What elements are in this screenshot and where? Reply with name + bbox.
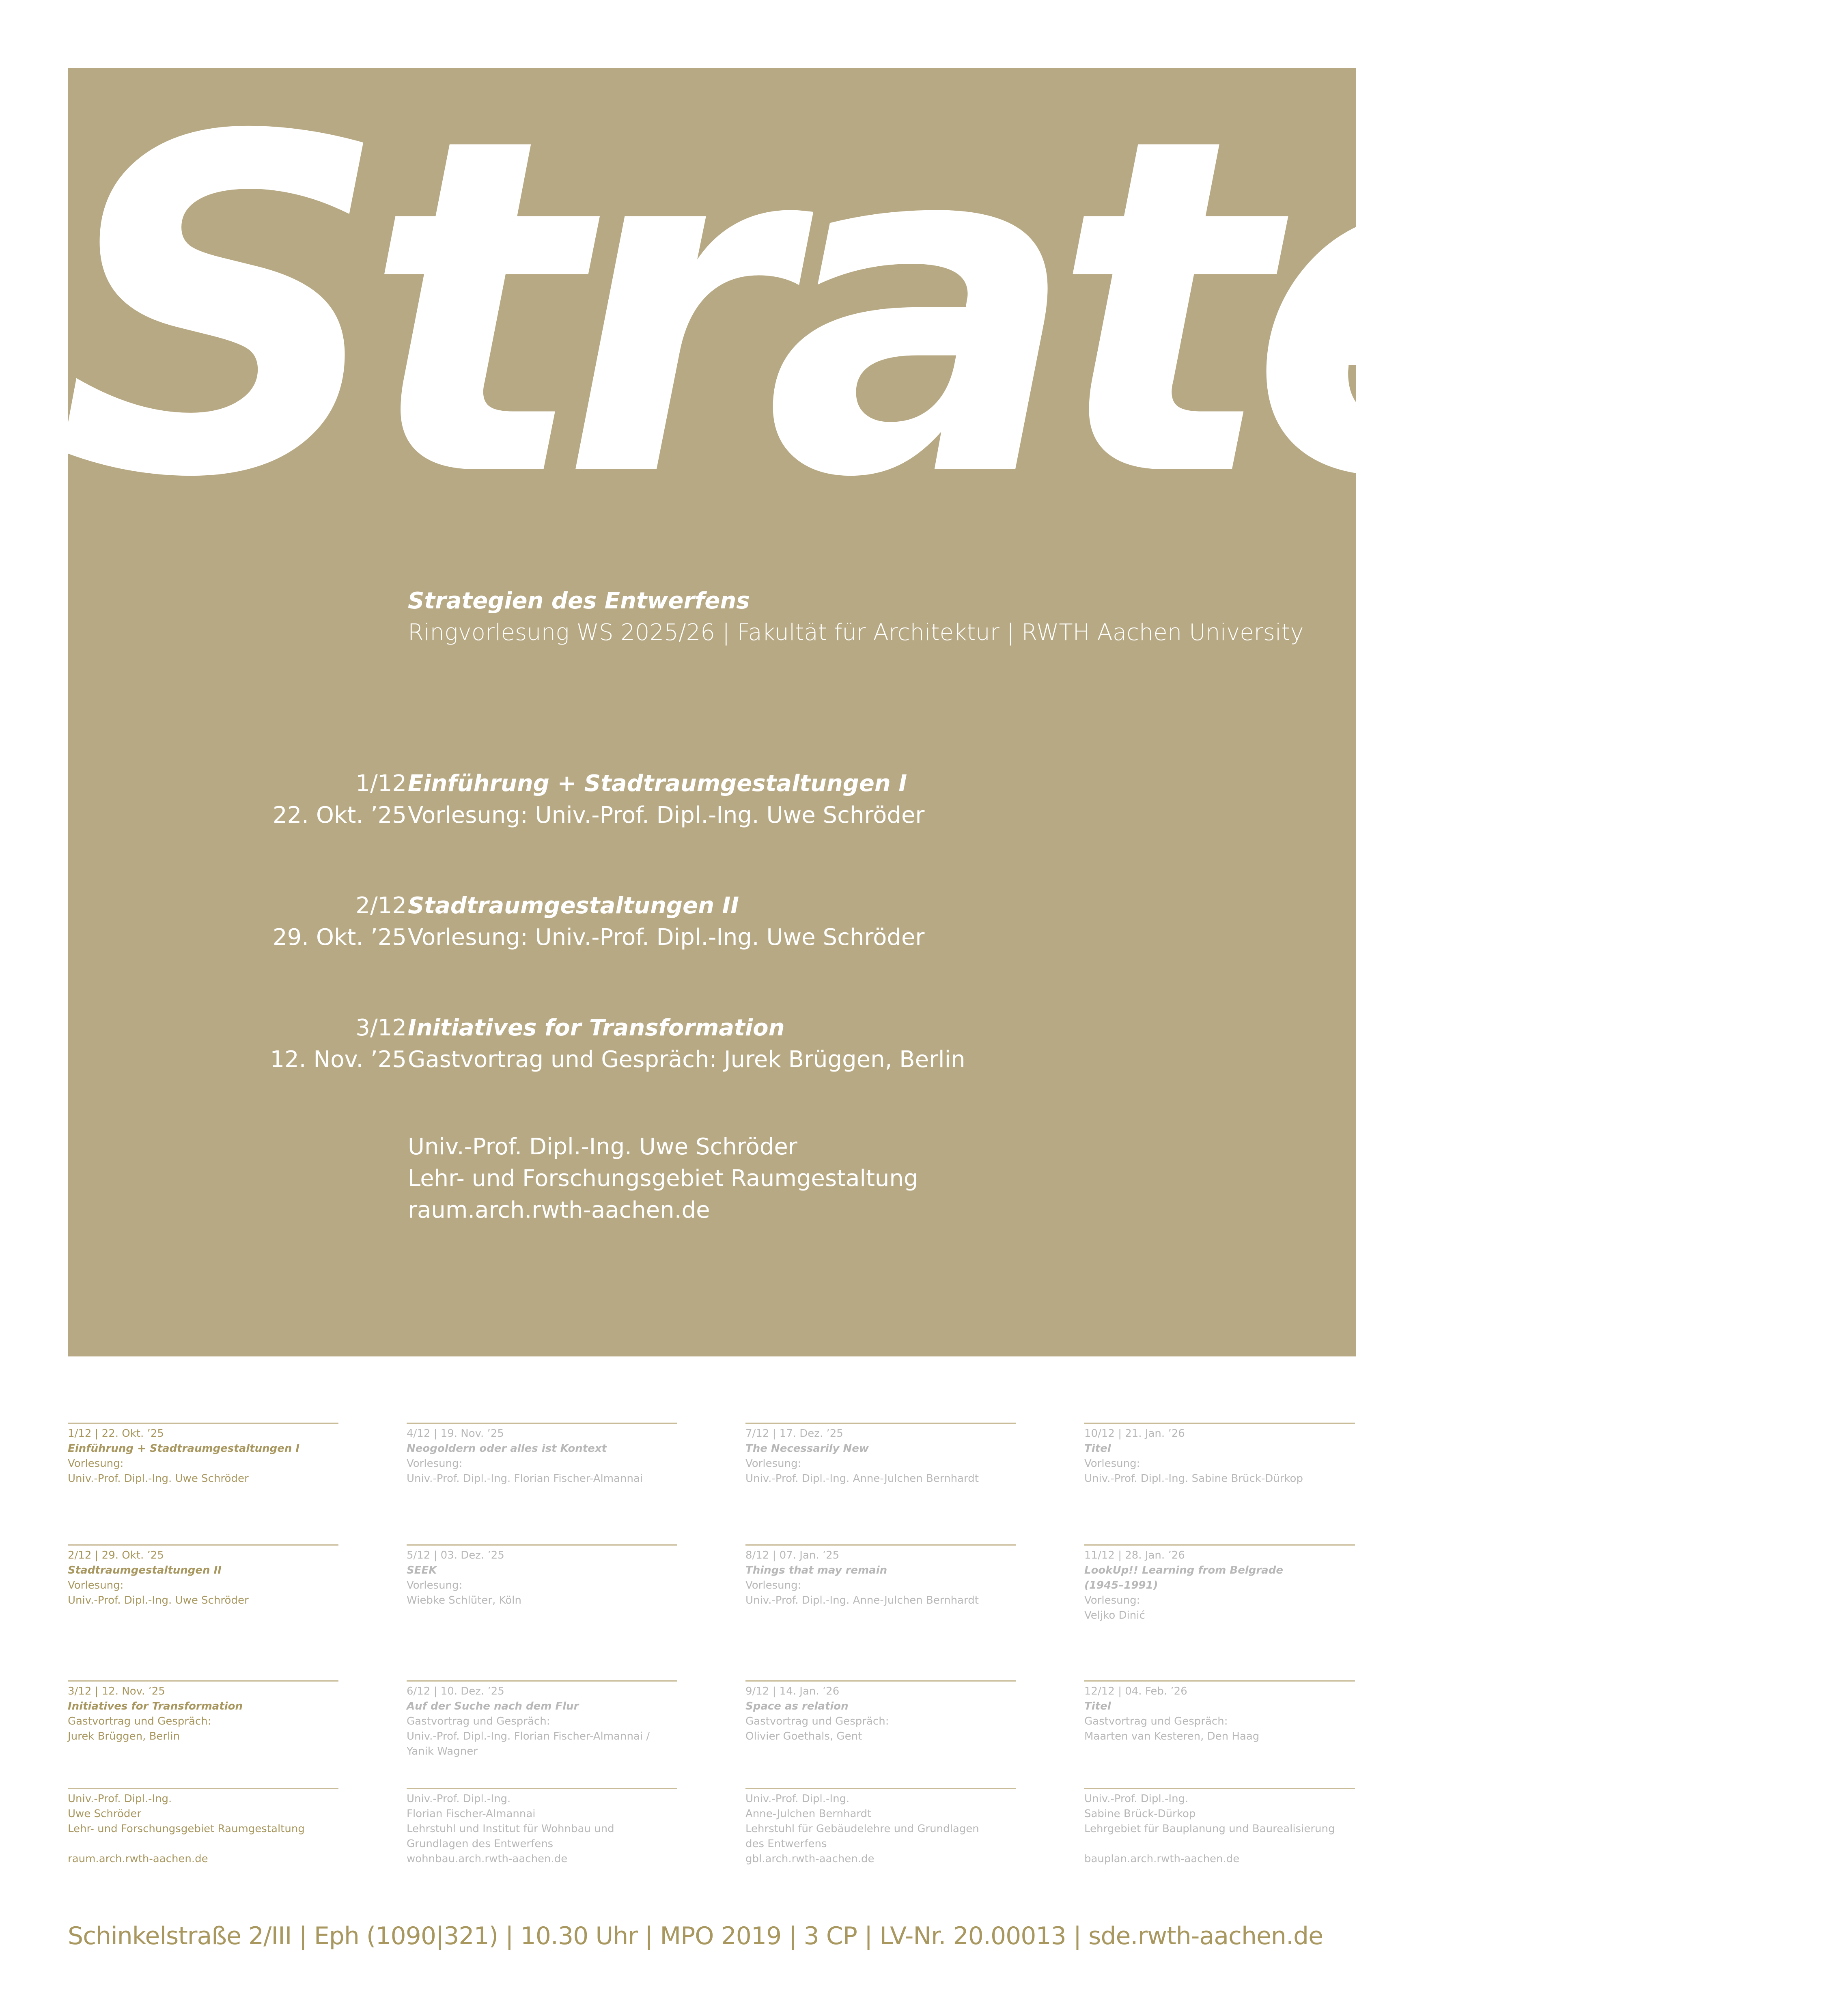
cell-line: Univ.-Prof. Dipl.-Ing. — [68, 1793, 172, 1805]
lecture-num-label: 2/12 — [355, 893, 407, 919]
lecture-number — [163, 1012, 407, 1076]
cell-date: 12/12 | 04. Feb. ’26 — [1084, 1685, 1187, 1697]
cell-line: Lehrstuhl und Institut für Wohnbau und — [407, 1823, 614, 1835]
intro-block — [408, 585, 1304, 649]
contact-block — [408, 1131, 918, 1226]
cell-title: Neogoldern oder alles ist Kontext — [407, 1442, 607, 1455]
lecture-detail: Vorlesung: Univ.-Prof. Dipl.-Ing. Uwe Schröder — [408, 802, 925, 828]
lecture-body — [408, 768, 924, 831]
cell-title: SEEK — [407, 1564, 437, 1576]
cell-title: Space as relation — [745, 1700, 849, 1712]
lecture-detail: Vorlesung: Univ.-Prof. Dipl.-Ing. Uwe Schröder — [408, 924, 925, 951]
poster-panel — [56, 40, 1846, 1356]
cell-date: 5/12 | 03. Dez. ’25 — [407, 1549, 504, 1561]
cell-line: Gastvortrag und Gespräch: — [1084, 1715, 1228, 1727]
cell-line: Wiebke Schlüter, Köln — [407, 1594, 522, 1606]
lecture-date: 22. Okt. ’25 — [273, 802, 407, 828]
lecture-body — [408, 1012, 965, 1076]
schedule-cell — [68, 1423, 338, 1486]
contact-website[interactable]: raum.arch.rwth-aachen.de — [408, 1197, 710, 1223]
lecture-title: Einführung + Stadtraumgestaltungen I — [408, 770, 907, 797]
cell-line: Univ.-Prof. Dipl.-Ing. Anne-Julchen Bernhardt — [745, 1594, 979, 1606]
lecture-number — [163, 890, 407, 953]
cell-line: Jurek Brüggen, Berlin — [68, 1730, 180, 1742]
cell-line: Gastvortrag und Gespräch: — [407, 1715, 550, 1727]
lecture-title: Stadtraumgestaltungen II — [408, 893, 739, 919]
schedule-cell — [745, 1423, 1016, 1486]
lecturer-info-cell — [745, 1788, 1016, 1867]
cell-date: 7/12 | 17. Dez. ’25 — [745, 1427, 843, 1440]
cell-line: Univ.-Prof. Dipl.-Ing. Sabine Brück-Dürkop — [1084, 1473, 1303, 1485]
cell-line: Lehrstuhl für Gebäudelehre und Grundlagen — [745, 1823, 979, 1835]
cell-line: Univ.-Prof. Dipl.-Ing. — [407, 1793, 511, 1805]
schedule-cell — [407, 1680, 677, 1759]
series-title: Strategien des Entwerfens — [408, 588, 750, 614]
big-title-word: Strateg — [56, 40, 1846, 578]
cell-title: LookUp!! Learning from Belgrade — [1084, 1564, 1283, 1576]
schedule-cell — [407, 1544, 677, 1608]
cell-line — [68, 1837, 338, 1852]
lecture-num-label: 3/12 — [355, 1015, 407, 1041]
cell-title: Einführung + Stadtraumgestaltungen I — [68, 1442, 300, 1455]
cell-line: Vorlesung: — [745, 1458, 801, 1470]
cell-line: Vorlesung: — [68, 1458, 124, 1470]
cell-line: Vorlesung: — [1084, 1594, 1140, 1606]
cell-line: raum.arch.rwth-aachen.de — [68, 1853, 208, 1865]
lecture-title: Initiatives for Transformation — [408, 1015, 785, 1041]
cell-title: The Necessarily New — [745, 1442, 869, 1455]
cell-line: Univ.-Prof. Dipl.-Ing. Florian Fischer-Almannai — [407, 1473, 643, 1485]
cell-title: Things that may remain — [745, 1564, 887, 1576]
cell-line: Uwe Schröder — [68, 1808, 142, 1820]
lecturer-info-cell — [68, 1788, 338, 1867]
schedule-cell — [68, 1680, 338, 1744]
cell-line: Univ.-Prof. Dipl.-Ing. Anne-Julchen Bernhardt — [745, 1473, 979, 1485]
cell-date: 1/12 | 22. Okt. ’25 — [68, 1427, 164, 1440]
schedule-cell — [1084, 1544, 1355, 1623]
cell-line: Univ.-Prof. Dipl.-Ing. — [745, 1793, 850, 1805]
cell-line: Vorlesung: — [745, 1579, 801, 1591]
cell-title-cont: (1945–1991) — [1084, 1579, 1158, 1591]
lecturer-info-cell — [1084, 1788, 1355, 1867]
lecture-date: 12. Nov. ’25 — [270, 1046, 407, 1073]
cell-date: 10/12 | 21. Jan. ’26 — [1084, 1427, 1185, 1440]
cell-line: Vorlesung: — [1084, 1458, 1140, 1470]
cell-line: wohnbau.arch.rwth-aachen.de — [407, 1853, 568, 1865]
cell-line: Veljko Dinić — [1084, 1609, 1145, 1621]
cell-line: Maarten van Kesteren, Den Haag — [1084, 1730, 1260, 1742]
cell-date: 8/12 | 07. Jan. ’25 — [745, 1549, 840, 1561]
schedule-cell — [1084, 1423, 1355, 1486]
cell-line: Gastvortrag und Gespräch: — [745, 1715, 889, 1727]
cell-line: Olivier Goethals, Gent — [745, 1730, 862, 1742]
cell-line: Gastvortrag und Gespräch: — [68, 1715, 211, 1727]
lecture-date: 29. Okt. ’25 — [273, 924, 407, 951]
cell-line: Yanik Wagner — [407, 1745, 478, 1757]
schedule-cell — [745, 1544, 1016, 1608]
cell-line: bauplan.arch.rwth-aachen.de — [1084, 1853, 1240, 1865]
cell-line: Univ.-Prof. Dipl.-Ing. — [1084, 1793, 1189, 1805]
cell-line: Lehrgebiet für Bauplanung und Baurealisierung — [1084, 1823, 1335, 1835]
series-subtitle: Ringvorlesung WS 2025/26 | Fakultät für Architektur | RWTH Aachen University — [408, 619, 1304, 646]
lecture-body — [408, 890, 924, 953]
schedule-cell — [1084, 1680, 1355, 1744]
cell-line: Univ.-Prof. Dipl.-Ing. Uwe Schröder — [68, 1473, 249, 1485]
cell-title: Initiatives for Transformation — [68, 1700, 243, 1712]
lecture-num-label: 1/12 — [355, 770, 407, 797]
footer-info: Schinkelstraße 2/III | Eph (1090|321) | 10.30 Uhr | MPO 2019 | 3 CP | LV-Nr. 20.00013 | sde.rwth-aachen.de — [68, 1922, 1323, 1950]
schedule-cell — [68, 1544, 338, 1608]
cell-line: Grundlagen des Entwerfens — [407, 1838, 554, 1850]
cell-line — [1084, 1837, 1355, 1852]
cell-date: 3/12 | 12. Nov. ’25 — [68, 1685, 165, 1697]
schedule-cell — [407, 1423, 677, 1486]
cell-date: 9/12 | 14. Jan. ’26 — [745, 1685, 840, 1697]
cell-line: Anne-Julchen Bernhardt — [745, 1808, 872, 1820]
cell-line: Lehr- und Forschungsgebiet Raumgestaltung — [68, 1823, 305, 1835]
cell-line: gbl.arch.rwth-aachen.de — [745, 1853, 875, 1865]
cell-date: 6/12 | 10. Dez. ’25 — [407, 1685, 504, 1697]
cell-title: Stadtraumgestaltungen II — [68, 1564, 222, 1576]
cell-date: 11/12 | 28. Jan. ’26 — [1084, 1549, 1185, 1561]
schedule-cell — [745, 1680, 1016, 1744]
cell-line: Univ.-Prof. Dipl.-Ing. Uwe Schröder — [68, 1594, 249, 1606]
cell-date: 4/12 | 19. Nov. ’25 — [407, 1427, 504, 1440]
cell-line: Vorlesung: — [407, 1458, 463, 1470]
cell-line: Sabine Brück-Dürkop — [1084, 1808, 1196, 1820]
cell-line: des Entwerfens — [745, 1838, 827, 1850]
cell-line: Vorlesung: — [68, 1579, 124, 1591]
cell-line: Univ.-Prof. Dipl.-Ing. Florian Fischer-Almannai / — [407, 1730, 650, 1742]
cell-line: Vorlesung: — [407, 1579, 463, 1591]
cell-title: Auf der Suche nach dem Flur — [407, 1700, 579, 1712]
contact-department: Lehr- und Forschungsgebiet Raumgestaltung — [408, 1165, 918, 1192]
cell-title: Titel — [1084, 1700, 1111, 1712]
cell-line: Florian Fischer-Almannai — [407, 1808, 536, 1820]
cell-date: 2/12 | 29. Okt. ’25 — [68, 1549, 164, 1561]
lecturer-info-cell — [407, 1788, 677, 1867]
lecture-number — [163, 768, 407, 831]
contact-name: Univ.-Prof. Dipl.-Ing. Uwe Schröder — [408, 1134, 797, 1160]
lecture-detail: Gastvortrag und Gespräch: Jurek Brüggen, Berlin — [408, 1046, 965, 1073]
cell-title: Titel — [1084, 1442, 1111, 1455]
